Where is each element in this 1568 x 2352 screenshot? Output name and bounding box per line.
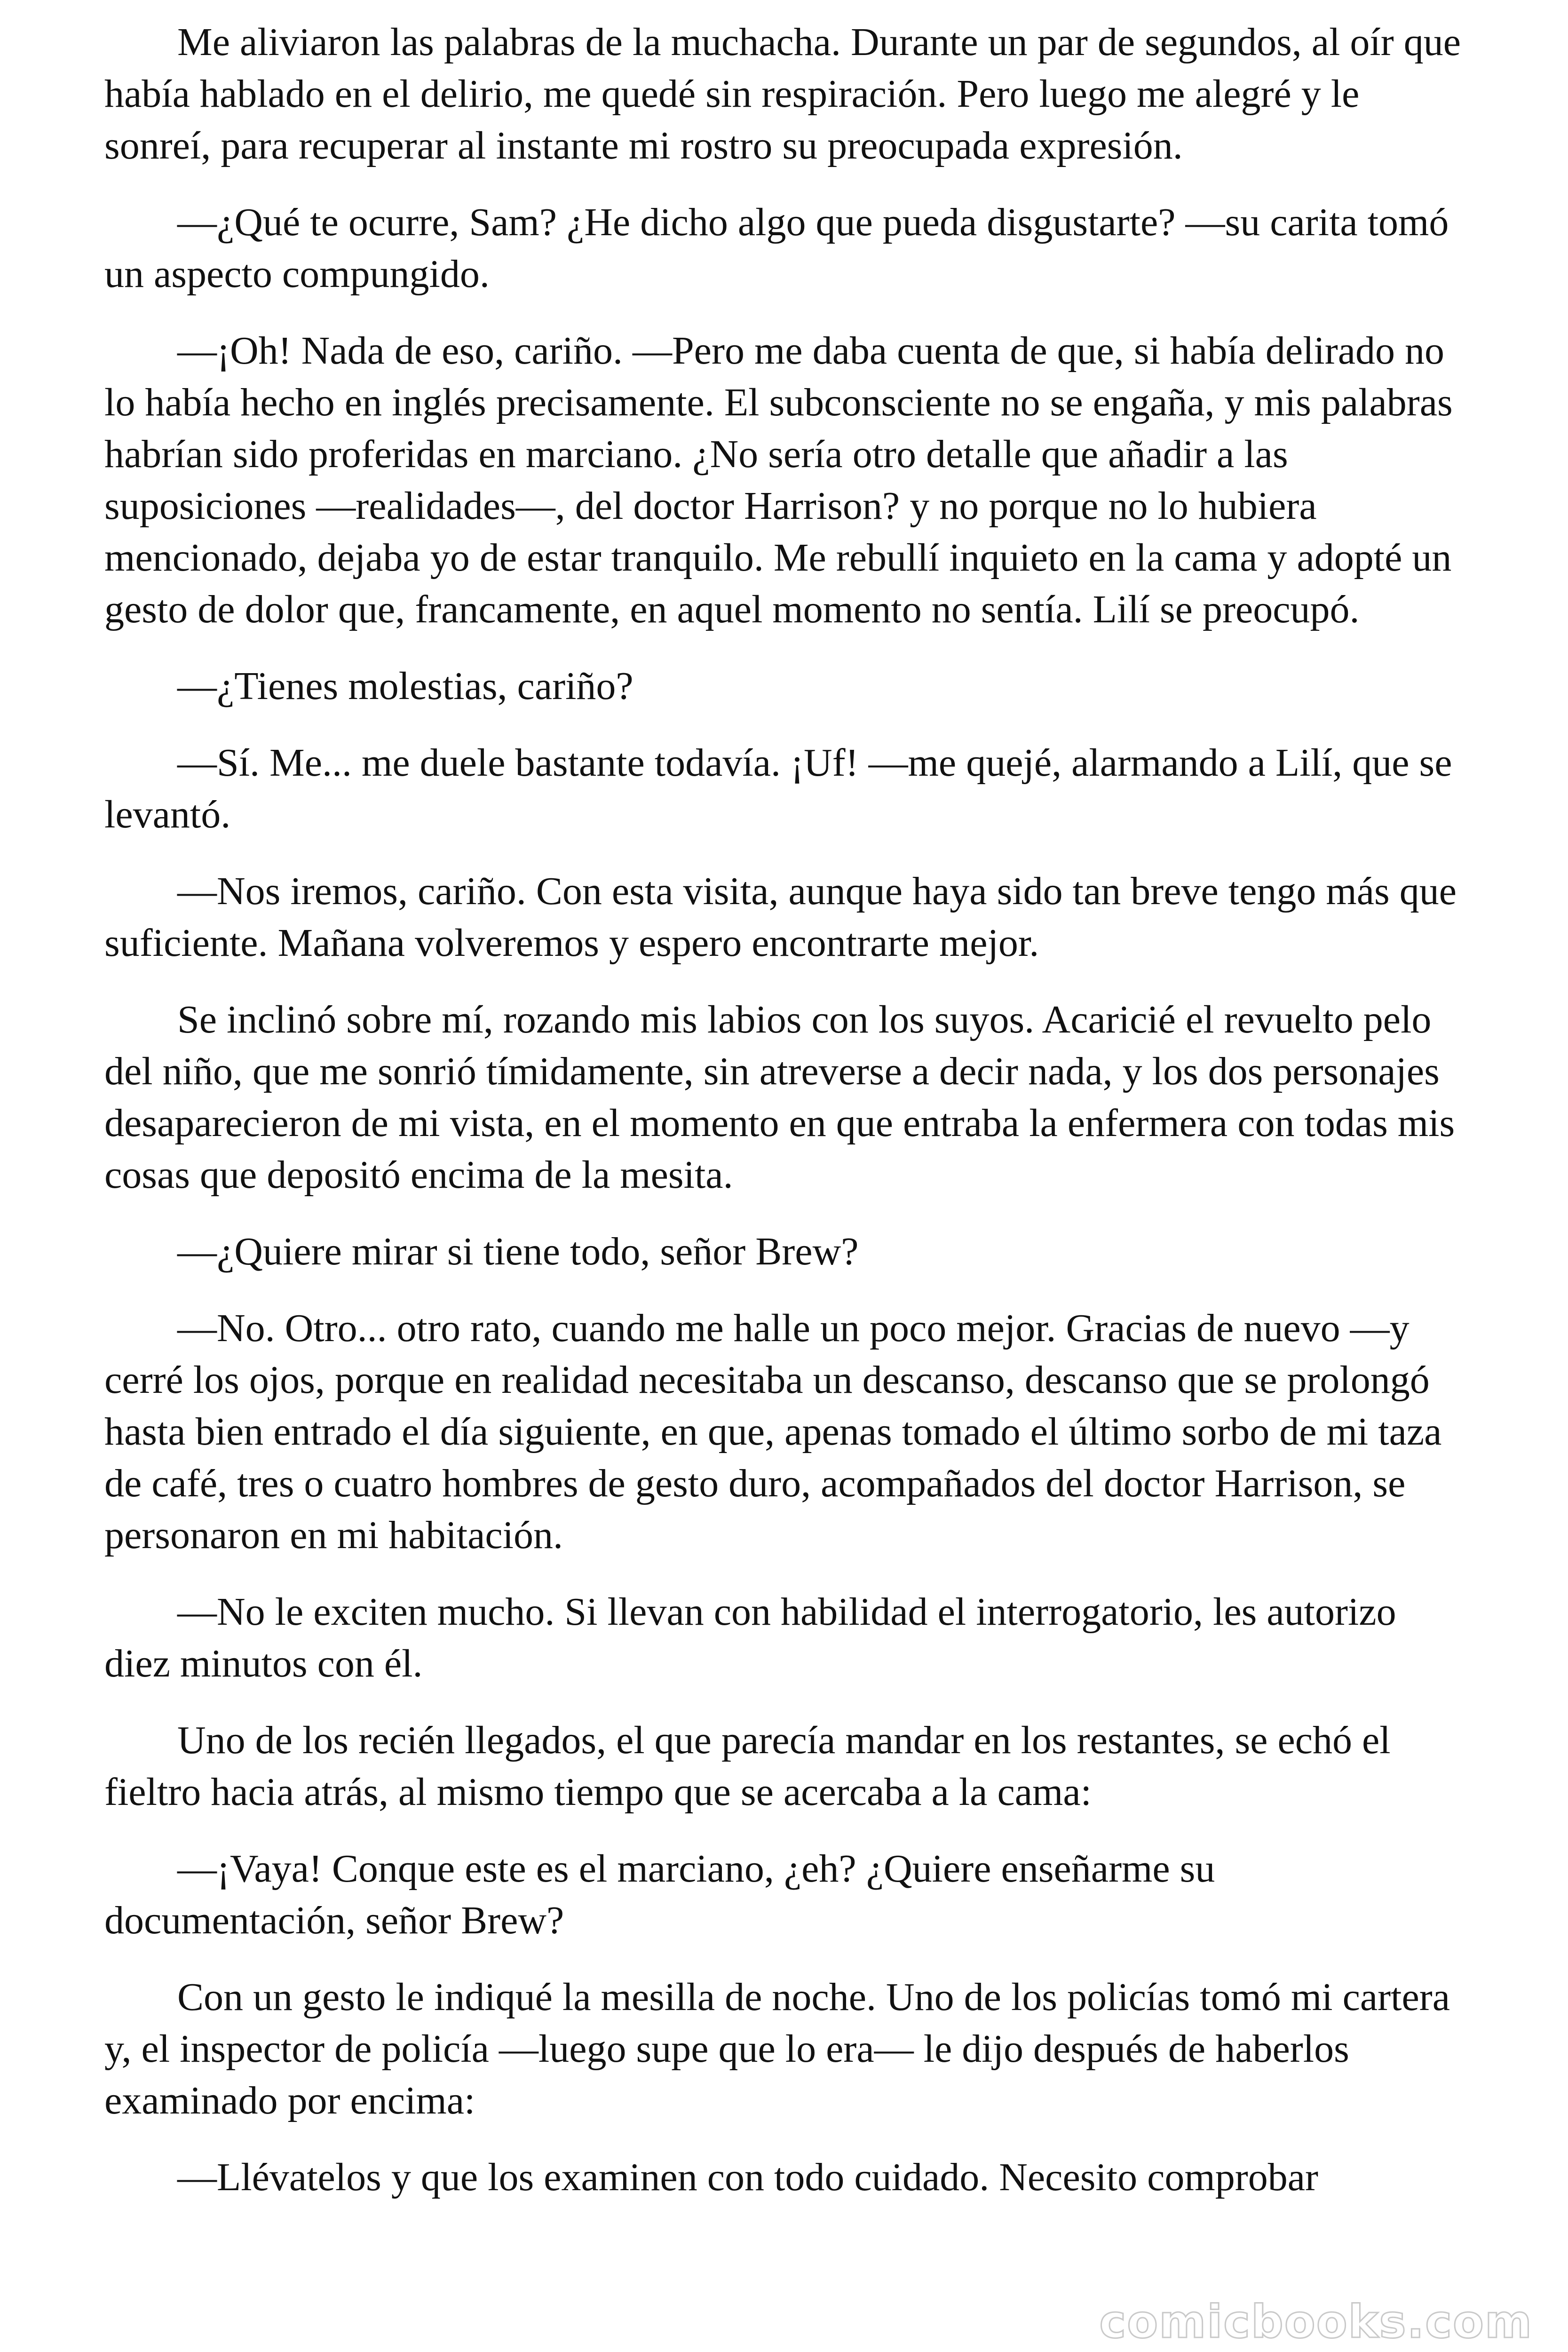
- paragraph: Me aliviaron las palabras de la muchacha. Durante un par de segundos, al oír que había hablado en el delirio, me quedé sin respiración. Pero luego me alegré y le sonreí, para recuperar al instante mi rostro su preocupada expresión.: [104, 20, 1461, 167]
- paragraph: Se inclinó sobre mí, rozando mis labios con los suyos. Acaricié el revuelto pelo del niño, que me sonrió tímidamente, sin atreverse a decir nada, y los dos personajes desaparecieron de mi vista, en el momento en que entraba la enfermera con todas mis cosas que depositó encima de la mesita.: [104, 998, 1455, 1197]
- watermark: comicbooks.com: [1099, 2296, 1533, 2348]
- paragraph: —¡Vaya! Conque este es el marciano, ¿eh? ¿Quiere enseñarme su documentación, señor Brew?: [104, 1847, 1215, 1942]
- paragraph: Con un gesto le indiqué la mesilla de noche. Uno de los policías tomó mi cartera y, el inspector de policía —luego supe que lo era— le dijo después de haberlos examinado por encima:: [104, 1975, 1450, 2122]
- paragraph: —Sí. Me... me duele bastante todavía. ¡Uf! —me quejé, alarmando a Lilí, que se levantó.: [104, 741, 1452, 836]
- paragraph: Uno de los recién llegados, el que parecía mandar en los restantes, se echó el fieltro hacia atrás, al mismo tiempo que se acercaba a la cama:: [104, 1718, 1391, 1814]
- paragraph: —No. Otro... otro rato, cuando me halle un poco mejor. Gracias de nuevo —y cerré los ojos, porque en realidad necesitaba un descanso, descanso que se prolongó hasta bien entrado el día siguiente, en que, apenas tomado el último sorbo de mi taza de café, tres o cuatro hombres de gesto duro, acompañados del doctor Harrison, se personaron en mi habitación.: [104, 1306, 1442, 1557]
- paragraph: —¡Oh! Nada de eso, cariño. —Pero me daba cuenta de que, si había delirado no lo había hecho en inglés precisamente. El subconsciente no se engaña, y mis palabras habrían sido proferidas en marciano. ¿No sería otro detalle que añadir a las suposiciones —realidades—, del doctor Harrison? y no porque no lo hubiera mencionado, dejaba yo de estar tranquilo. Me rebullí inquieto en la cama y adopté un gesto de dolor que, francamente, en aquel momento no sentía. Lilí se preocupó.: [104, 329, 1453, 631]
- paragraph: —¿Qué te ocurre, Sam? ¿He dicho algo que pueda disgustarte? —su carita tomó un aspecto compungido.: [104, 200, 1449, 296]
- paragraph: —No le exciten mucho. Si llevan con habilidad el interrogatorio, les autorizo diez minutos con él.: [104, 1590, 1396, 1685]
- paragraph: —Llévatelos y que los examinen con todo cuidado. Necesito comprobar: [177, 2155, 1318, 2199]
- document-page: [104, 16, 1468, 2228]
- paragraph: —¿Tienes molestias, cariño?: [177, 664, 634, 708]
- paragraph: —Nos iremos, cariño. Con esta visita, aunque haya sido tan breve tengo más que suficiente. Mañana volveremos y espero encontrarte mejor.: [104, 869, 1457, 965]
- paragraph: —¿Quiere mirar si tiene todo, señor Brew?: [177, 1230, 859, 1273]
